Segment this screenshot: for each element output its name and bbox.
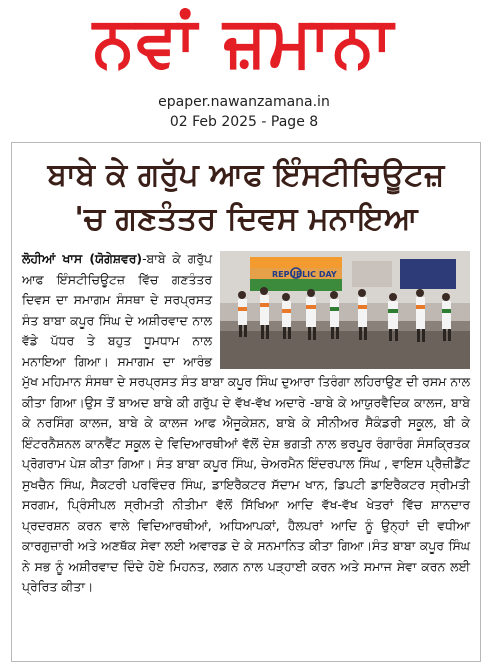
- headline-line-2: 'ਚ ਗਣਤੰਤਰ ਦਿਵਸ ਮਨਾਇਆ: [74, 201, 418, 237]
- edition-info: [0, 92, 488, 132]
- dateline-place: ਲੋਹੀਆਂ ਖਾਸ (ਯੋਗੇਸ਼ਵਰ): [22, 251, 143, 266]
- article-photo: [220, 251, 470, 369]
- photo-banner-text: REPUBLIC DAY: [272, 270, 337, 279]
- date-page: 02 Feb 2025 - Page 8: [169, 114, 319, 130]
- site-url[interactable]: epaper.nawanzamana.in: [158, 94, 330, 110]
- article-body: [22, 249, 470, 598]
- republic-day-stage-photo: [220, 251, 470, 369]
- headline-line-1: ਬਾਬੇ ਕੇ ਗਰੁੱਪ ਆਫ ਇੰਸਟੀਚਿਊਟਜ਼: [47, 157, 445, 193]
- article-clipping: [11, 142, 481, 662]
- masthead: [0, 0, 488, 88]
- newspaper-logo: ਨਵਾਂ ਜ਼ਮਾਨਾ: [93, 0, 395, 83]
- article-headline: [20, 153, 472, 241]
- article-text: -ਬਾਬੇ ਕੇ ਗਰੁੱਪ ਆਫ ਇੰਸਟੀਚਿਊਟਜ਼ ਵਿੱਚ ਗਣਤੰਤਰ ਦਿਵਸ ਦਾ ਸਮਾਗਮ ਸੰਸਥਾ ਦੇ ਸਰਪ੍ਰਸਤ ਸੰਤ ਬਾਬਾ ਕਪੂਰ ਸਿੰਘ ਦੇ ਅਸ਼ੀਰਵਾਦ ਨਾਲ ਵੱਡੇ ਪੱਧਰ ਤੇ ਬਹੁਤ ਧੂਮਧਾਮ ਨਾਲ ਮਨਾਇਆ ਗਿਆ। ਸਮਾਗਮ ਦਾ ਆਰੰਭ ਮੁੱਖ ਮਹਿਮਾਨ ਸੰਸਥਾ ਦੇ ਸਰਪ੍ਰਸਤ ਸੰਤ ਬਾਬਾ ਕਪੂਰ ਸਿੰਘ ਦੁਆਰਾ ਤਿਰੰਗਾ ਲਹਿਰਾਉਣ ਦੀ ਰਸਮ ਨਾਲ ਕੀਤਾ ਗਿਆ।ਉਸ ਤੋਂ ਬਾਅਦ ਬਾਬੇ ਕੀ ਗਰੁੱਪ ਦੇ ਵੱਖ-ਵੱਖ ਅਦਾਰੇ -ਬਾਬੇ ਕੇ ਆਯੁਰਵੈਦਿਕ ਕਾਲਜ, ਬਾਬੇ ਕੇ ਨਰਸਿੰਗ ਕਾਲਜ, ਬਾਬੇ ਕੇ ਕਾਲਜ ਆਫ ਐਜੂਕੇਸ਼ਨ, ਬਾਬੇ ਕੇ ਸੀਨੀਅਰ ਸੈਕੰਡਰੀ ਸਕੂਲ, ਬੀ ਕੇ ਇੰਟਰਨੈਸ਼ਨਲ ਕਾਨਵੈਂਟ ਸਕੂਲ ਦੇ ਵਿਦਿਆਰਥੀਆਂ ਵੱਲੋਂ ਦੇਸ਼ ਭਗਤੀ ਨਾਲ ਭਰਪੂਰ ਰੰਗਾਰੰਗ ਸੰਸਕ੍ਰਿਤਕ ਪ੍ਰੋਗਰਾਮ ਪੇਸ਼ ਕੀਤਾ ਗਿਆ। ਸੰਤ ਬਾਬਾ ਕਪੂਰ ਸਿੰਘ, ਚੇਅਰਮੈਨ ਇੰਦਰਪਾਲ ਸਿੰਘ , ਵਾਇਸ ਪ੍ਰੈਜ਼ੀਡੈਂਟ ਸੁਖਚੈਨ ਸਿੰਘ, ਸੈਕਟਰੀ ਪਰਵਿੰਦਰ ਸਿੰਘ, ਡਾਇਰੈਕਟਰ ਸੱਦਾਮ ਖਾਨ, ਡਿਪਟੀ ਡਾਇਰੈਕਟਰ ਸ੍ਰੀਮਤੀ ਸਰਗਮ, ਪ੍ਰਿੰਸੀਪਲ ਸ੍ਰੀਮਤੀ ਨੀਤੀਮਾ ਵੱਲੋਂ ਸਿੱਖਿਆ ਆਦਿ ਵੱਖ-ਵੱਖ ਖੇਤਰਾਂ ਵਿੱਚ ਸ਼ਾਨਦਾਰ ਪ੍ਰਦਰਸ਼ਨ ਕਰਨ ਵਾਲੇ ਵਿਦਿਆਰਥੀਆਂ, ਅਧਿਆਪਕਾਂ, ਹੈਲਪਰਾਂ ਆਦਿ ਨੂੰ ਉਨ੍ਹਾਂ ਦੀ ਵਧੀਆ ਕਾਰਗੁਜ਼ਾਰੀ ਅਤੇ ਅਣਥੱਕ ਸੇਵਾ ਲਈ ਅਵਾਰਡ ਦੇ ਕੇ ਸਨਮਾਨਿਤ ਕੀਤਾ ਗਿਆ।ਸੰਤ ਬਾਬਾ ਕਪੂਰ ਸਿੰਘ ਨੇ ਸਭ ਨੂੰ ਅਸ਼ੀਰਵਾਦ ਦਿੰਦੇ ਹੋਏ ਮਿਹਨਤ, ਲਗਨ ਨਾਲ ਪੜ੍ਹਾਈ ਕਰਨ ਅਤੇ ਸਮਾਜ ਸੇਵਾ ਕਰਨ ਲਈ ਪ੍ਰੇਰਿਤ ਕੀਤਾ।: [22, 251, 470, 594]
